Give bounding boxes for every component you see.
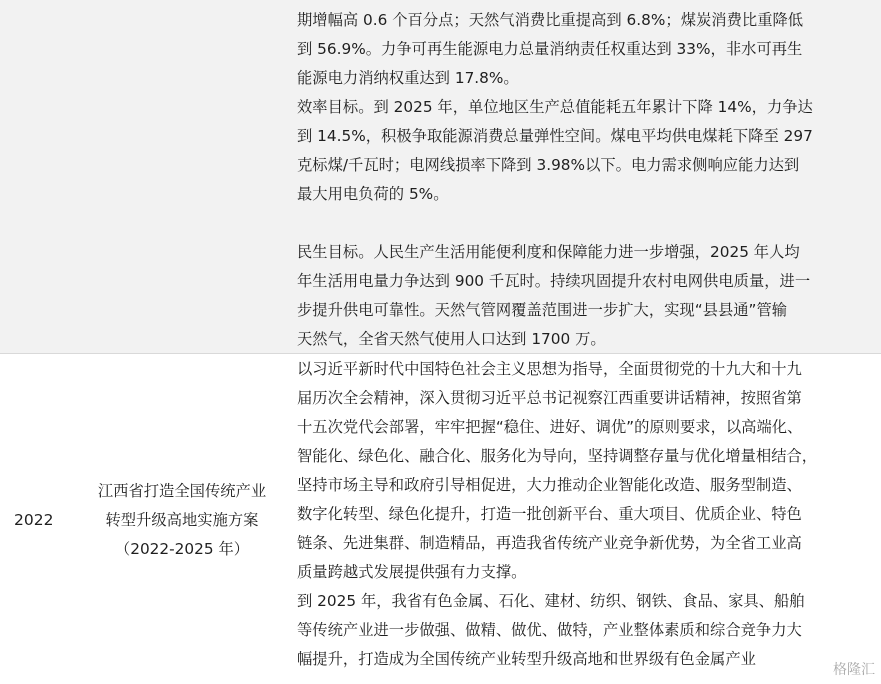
text-line: 克标煤/千瓦时；电网线损率下降到 3.98%以下。电力需求侧响应能力达到 xyxy=(297,156,800,174)
document-name-line: （2022-2025 年） xyxy=(114,540,250,558)
row-content xyxy=(297,6,873,354)
table-row xyxy=(0,353,881,684)
text-line: 效率目标。到 2025 年，单位地区生产总值能耗五年累计下降 14%，力争达 xyxy=(297,98,813,116)
text-line: 幅提升，打造成为全国传统产业转型升级高地和世界级有色金属产业 xyxy=(297,650,756,668)
text-line: 等传统产业进一步做强、做精、做优、做特，产业整体素质和综合竞争力大 xyxy=(297,621,802,639)
text-line: 到 56.9%。力争可再生能源电力总量消纳责任权重达到 33%，非水可再生 xyxy=(297,40,803,58)
text-line: 年生活用电量力争达到 900 千瓦时。持续巩固提升农村电网供电质量，进一 xyxy=(297,272,811,290)
document-name-line: 转型升级高地实施方案 xyxy=(105,511,259,529)
paragraph xyxy=(297,238,873,354)
paragraph xyxy=(297,355,873,587)
paragraph-gap xyxy=(297,209,873,238)
document-name-line: 江西省打造全国传统产业 xyxy=(97,482,267,500)
text-line: 能源电力消纳权重达到 17.8%。 xyxy=(297,69,519,87)
text-line: 坚持市场主导和政府引导相促进，大力推动企业智能化改造、服务型制造、 xyxy=(297,476,802,494)
text-line: 民生目标。人民生产生活用能便利度和保障能力进一步增强，2025 年人均 xyxy=(297,243,800,261)
watermark-text: 格隆汇 xyxy=(833,662,875,678)
text-line: 到 14.5%，积极争取能源消费总量弹性空间。煤电平均供电煤耗下降至 297 xyxy=(297,127,813,145)
paragraph xyxy=(297,6,873,93)
text-line: 步提升供电可靠性。天然气管网覆盖范围进一步扩大，实现“县县通”管输 xyxy=(297,301,788,319)
row-content xyxy=(297,355,873,674)
year-cell: 2022 xyxy=(14,511,54,529)
text-line: 十五次党代会部署，牢牢把握“稳住、进好、调优”的原则要求，以高端化、 xyxy=(297,418,803,436)
text-line: 链条、先进集群、制造精品，再造我省传统产业竞争新优势，为全省工业高 xyxy=(297,534,802,552)
text-line: 数字化转型、绿色化提升，打造一批创新平台、重大项目、优质企业、特色 xyxy=(297,505,802,523)
text-line: 质量跨越式发展提供强有力支撑。 xyxy=(297,563,527,581)
text-line: 天然气，全省天然气使用人口达到 1700 万。 xyxy=(297,330,606,348)
text-line: 届历次全会精神，深入贯彻习近平总书记视察江西重要讲话精神，按照省第 xyxy=(297,389,802,407)
paragraph xyxy=(297,93,873,209)
text-line: 期增幅高 0.6 个百分点；天然气消费比重提高到 6.8%；煤炭消费比重降低 xyxy=(297,11,804,29)
text-line: 智能化、绿色化、融合化、服务化为导向，坚持调整存量与优化增量相结合， xyxy=(297,447,818,465)
text-line: 最大用电负荷的 5%。 xyxy=(297,185,449,203)
document-name-cell xyxy=(82,477,282,564)
text-line: 到 2025 年，我省有色金属、石化、建材、纺织、钢铁、食品、家具、船舶 xyxy=(297,592,805,610)
paragraph xyxy=(297,587,873,674)
text-line: 以习近平新时代中国特色社会主义思想为指导，全面贯彻党的十九大和十九 xyxy=(297,360,802,378)
